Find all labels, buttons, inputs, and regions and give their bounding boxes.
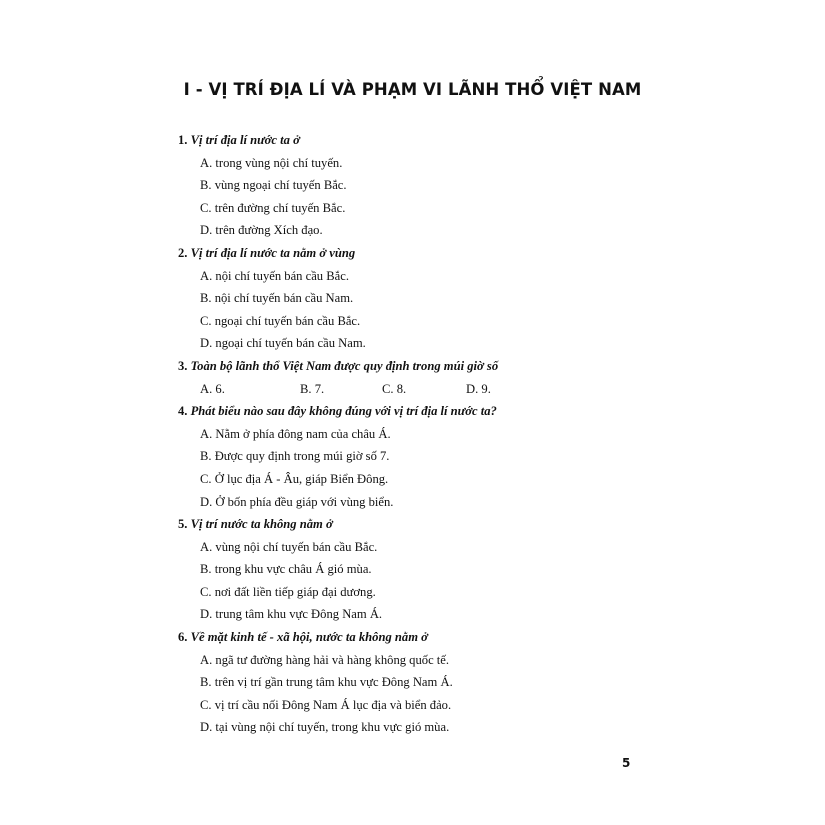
- page-number: 5: [622, 756, 631, 770]
- question-5: [178, 513, 698, 626]
- option-a: A. trong vùng nội chí tuyến.: [200, 155, 343, 170]
- option-c: C. trên đường chí tuyến Bắc.: [200, 200, 346, 215]
- question-3: [178, 355, 698, 400]
- option-a: A. ngã tư đường hàng hải và hàng không quốc tế.: [200, 652, 450, 667]
- option-b: B. trong khu vực châu Á gió mùa.: [200, 562, 372, 577]
- question-text: Vị trí địa lí nước ta ở: [190, 133, 300, 147]
- question-2: [178, 242, 698, 355]
- question-number: 6.: [178, 630, 188, 645]
- option-d: D. trung tâm khu vực Đông Nam Á.: [200, 607, 383, 622]
- option-row: [178, 378, 698, 401]
- question-number: 3.: [178, 358, 188, 373]
- option-a: A. nội chí tuyến bán cầu Bắc.: [200, 268, 349, 283]
- option-a: A. vùng nội chí tuyến bán cầu Bắc.: [200, 539, 378, 554]
- option-b: B. 7.: [300, 381, 325, 396]
- option-b: B. vùng ngoại chí tuyến Bắc.: [200, 178, 347, 193]
- question-list: [178, 129, 698, 739]
- question-6: [178, 626, 698, 739]
- option-c: C. 8.: [382, 381, 407, 396]
- question-text: Vị trí nước ta không nằm ở: [190, 517, 333, 532]
- question-stem: [178, 626, 698, 649]
- option-c: C. nơi đất liền tiếp giáp đại dương.: [200, 584, 376, 599]
- question-1: [178, 129, 698, 242]
- option-b: B. trên vị trí gần trung tâm khu vực Đông Nam Á.: [200, 675, 453, 690]
- option-d: D. tại vùng nội chí tuyến, trong khu vực gió mùa.: [200, 720, 450, 735]
- question-number: 5.: [178, 517, 188, 532]
- option-d: D. Ở bốn phía đều giáp với vùng biển.: [200, 494, 394, 509]
- option-d: D. 9.: [466, 381, 491, 396]
- option-d: D. trên đường Xích đạo.: [200, 223, 323, 238]
- question-stem: [178, 242, 698, 265]
- question-number: 2.: [178, 245, 188, 260]
- question-stem: [178, 400, 698, 423]
- page-title: I - VỊ TRÍ ĐỊA LÍ VÀ PHẠM VI LÃNH THỔ VIỆT NAM: [183, 80, 642, 99]
- option-b: B. Được quy định trong múi giờ số 7.: [200, 449, 390, 464]
- question-stem: [178, 355, 698, 378]
- question-4: [178, 400, 698, 513]
- question-number: 4.: [178, 404, 188, 419]
- question-stem: [178, 129, 698, 152]
- option-b: B. nội chí tuyến bán cầu Nam.: [200, 291, 354, 306]
- option-c: C. Ở lục địa Á - Âu, giáp Biển Đông.: [200, 471, 389, 486]
- question-text: Phát biểu nào sau đây không đúng với vị trí địa lí nước ta?: [190, 404, 497, 419]
- question-number: 1.: [178, 133, 188, 147]
- option-a: A. Nằm ở phía đông nam của châu Á.: [200, 426, 391, 441]
- question-text: Về mặt kinh tế - xã hội, nước ta không nằm ở: [190, 630, 428, 645]
- question-text: Toàn bộ lãnh thổ Việt Nam được quy định trong múi giờ số: [190, 358, 499, 373]
- question-stem: [178, 513, 698, 536]
- option-c: C. vị trí cầu nối Đông Nam Á lục địa và biển đảo.: [200, 697, 452, 712]
- question-text: Vị trí địa lí nước ta nằm ở vùng: [190, 245, 356, 260]
- option-a: A. 6.: [200, 381, 225, 396]
- option-c: C. ngoại chí tuyến bán cầu Bắc.: [200, 313, 361, 328]
- option-d: D. ngoại chí tuyến bán cầu Nam.: [200, 336, 366, 351]
